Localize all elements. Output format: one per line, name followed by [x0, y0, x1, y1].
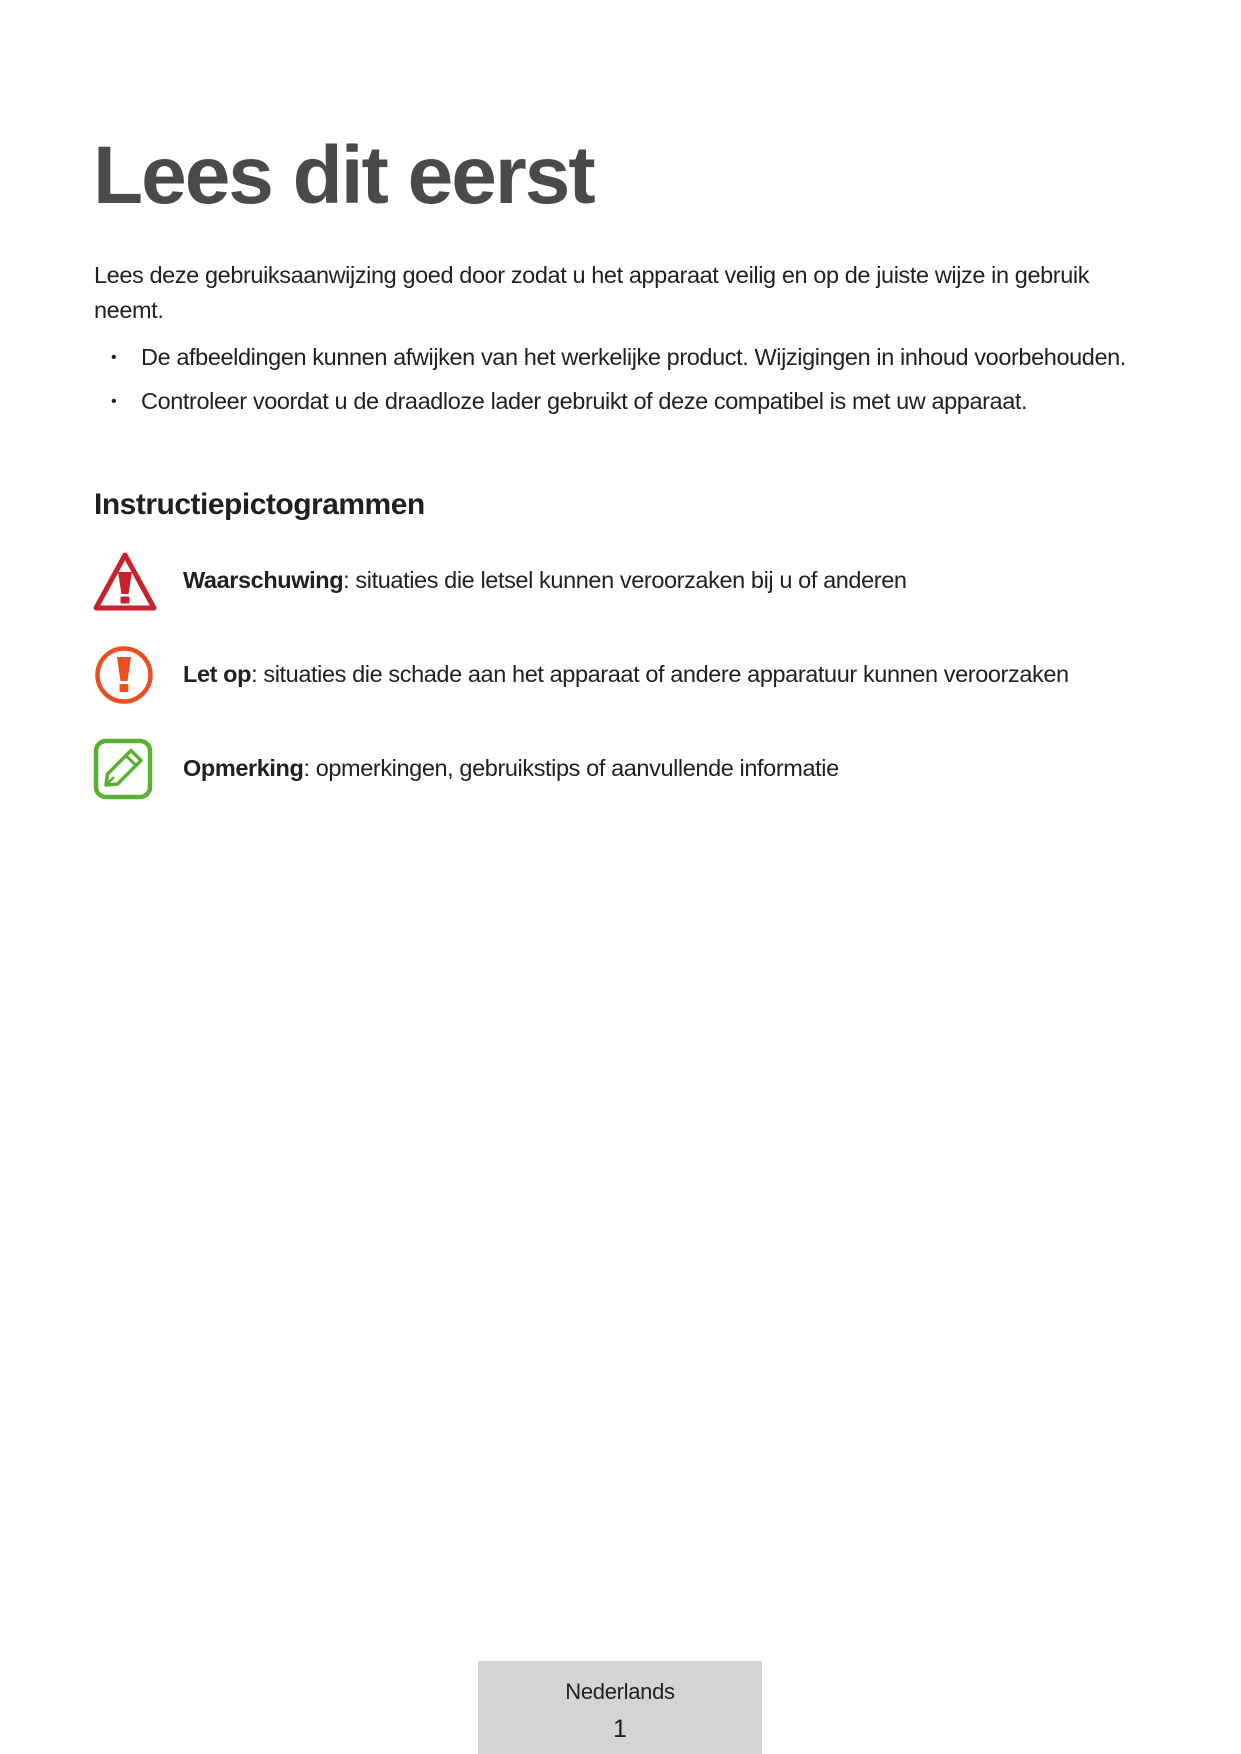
list-item [94, 340, 1144, 375]
bullet-dot: • [111, 349, 117, 366]
icon-legend-note [93, 738, 1153, 802]
footer-tab [478, 1661, 762, 1754]
page-title: Lees dit eerst [93, 130, 594, 221]
note-pencil-icon [93, 738, 157, 802]
legend-term: Waarschuwing [183, 567, 344, 593]
list-item-text: Controleer voordat u de draadloze lader gebruikt of deze compatibel is met uw apparaat. [141, 388, 1028, 414]
list-item-text: De afbeeldingen kunnen afwijken van het werkelijke product. Wijzigingen in inhoud voorbehouden. [141, 344, 1126, 370]
warning-triangle-icon [93, 550, 157, 614]
legend-description: : situaties die schade aan het apparaat of andere apparatuur kunnen veroorzaken [251, 661, 1069, 687]
page-number: 1 [613, 1715, 627, 1743]
icon-legend-caution [93, 644, 1153, 708]
legend-term: Opmerking [183, 755, 304, 781]
footer-language: Nederlands [565, 1679, 675, 1704]
caution-circle-icon [93, 644, 157, 708]
icon-legend-text [183, 564, 907, 596]
intro-paragraph: Lees deze gebruiksaanwijzing goed door zodat u het apparaat veilig en op de juiste wijze in gebruik neemt. [94, 262, 1090, 323]
legend-description: : situaties die letsel kunnen veroorzaken bij u of anderen [343, 567, 907, 593]
section-title: Instructiepictogrammen [94, 488, 425, 521]
bullet-list [94, 340, 1144, 428]
icon-legend-warning [93, 550, 1153, 614]
bullet-dot: • [111, 393, 117, 410]
legend-term: Let op [183, 661, 252, 687]
icon-legend-text [183, 658, 1069, 690]
list-item [94, 384, 1144, 419]
legend-description: : opmerkingen, gebruikstips of aanvullende informatie [303, 755, 839, 781]
icon-legend-text [183, 752, 839, 784]
